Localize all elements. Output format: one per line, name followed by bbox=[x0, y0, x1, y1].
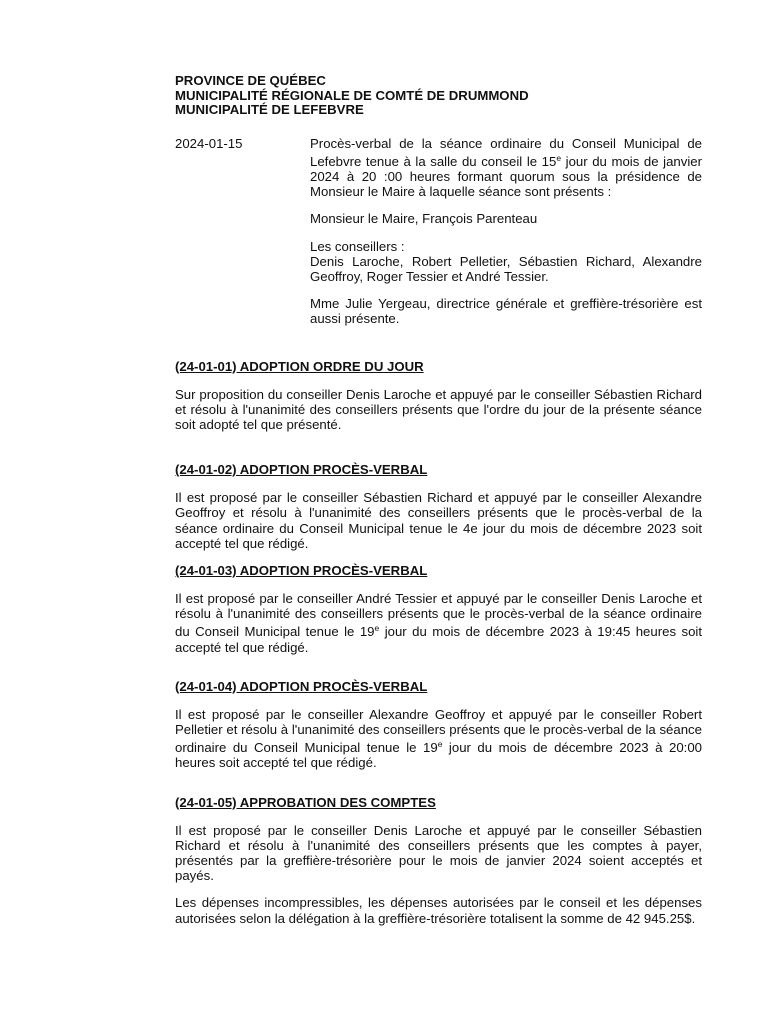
section-paragraph bbox=[175, 707, 702, 771]
mayor-line: Monsieur le Maire, François Parenteau bbox=[310, 211, 538, 227]
section-title: (24-01-04) ADOPTION PROCÈS-VERBAL bbox=[175, 678, 428, 694]
section-24-01-05 bbox=[175, 795, 702, 926]
section-title: (24-01-02) ADOPTION PROCÈS-VERBAL bbox=[175, 462, 428, 478]
intro-text-part-a: Procès-verbal de la séance ordinaire du Conseil Municipal de Lefebvre tenue à la salle du conseil le 15 bbox=[310, 135, 702, 169]
intro-paragraph bbox=[310, 136, 702, 200]
section-superscript: e bbox=[374, 623, 380, 634]
section-paragraph: Sur proposition du conseiller Denis Laroche et appuyé par le conseiller Sébastien Richard et résolu à l'unanimité des conseillers présents que l'ordre du jour de la présente séance soit adopté tel que présenté. bbox=[175, 386, 702, 432]
section-superscript: e bbox=[437, 739, 443, 750]
section-24-01-04 bbox=[175, 679, 702, 771]
section-title: (24-01-03) ADOPTION PROCÈS-VERBAL bbox=[175, 562, 428, 578]
section-24-01-01 bbox=[175, 359, 702, 433]
intro-block bbox=[175, 136, 702, 339]
section-text-part-b: jour du mois de décembre 2023 à 20:00 heures soit accepté tel que rédigé. bbox=[175, 740, 703, 771]
intro-superscript: e bbox=[556, 152, 562, 163]
councillors-paragraph bbox=[310, 239, 702, 285]
intro-text-part-b: jour du mois de janvier 2024 à 20 :00 heures formant quorum sous la présidence de Monsieur le Maire à laquelle séance sont présents : bbox=[310, 153, 702, 200]
section-title: (24-01-01) ADOPTION ORDRE DU JOUR bbox=[175, 358, 424, 374]
section-paragraph: Il est proposé par le conseiller Denis Laroche et appuyé par le conseiller Sébastien Richard et résolu à l'unanimité des conseillers présents que les comptes à payer, présentés par la greffière-trésorière pour le mois de janvier 2024 soient acceptés et payés. bbox=[175, 822, 702, 884]
section-paragraph: Il est proposé par le conseiller Sébastien Richard et appuyé par le conseiller Alexandre Geoffroy et résolu à l'unanimité des conseillers présents que le procès-verbal de la séance ordinaire du Conseil Municipal tenue le 4e jour du mois de décembre 2023 soit accepté tel que rédigé. bbox=[175, 490, 702, 551]
councillors-list: Denis Laroche, Robert Pelletier, Sébastien Richard, Alexandre Geoffroy, Roger Tessier et André Tessier. bbox=[310, 253, 702, 284]
director-line: Mme Julie Yergeau, directrice générale et greffière-trésorière est aussi présente. bbox=[310, 296, 702, 327]
document-header bbox=[175, 74, 702, 118]
section-text-part-b: jour du mois de décembre 2023 à 19:45 heures soit accepté tel que rédigé. bbox=[175, 624, 703, 655]
section-text-part-a: Il est proposé par le conseiller Alexandre Geoffroy et appuyé par le conseiller Robert Pelletier et résolu à l'unanimité des conseillers présents que le procès-verbal de la séance ordinaire du Conseil Municipal tenue le 19 bbox=[175, 706, 702, 756]
header-municipality: MUNICIPALITÉ DE LEFEBVRE bbox=[175, 102, 364, 117]
section-24-01-03 bbox=[175, 563, 702, 655]
section-text-part-a: Il est proposé par le conseiller André Tessier et appuyé par le conseiller Denis Laroche et résolu à l'unanimité des conseillers présents que le procès-verbal de la séance ordinaire du Conseil Municipal tenue le 19 bbox=[175, 590, 702, 640]
intro-text bbox=[310, 136, 702, 339]
header-province: PROVINCE DE QUÉBEC bbox=[175, 73, 326, 88]
councillors-label: Les conseillers : bbox=[310, 238, 405, 254]
section-title: (24-01-05) APPROBATION DES COMPTES bbox=[175, 794, 436, 810]
section-paragraph-2: Les dépenses incompressibles, les dépenses autorisées par le conseil et les dépenses autorisées selon la délégation à la greffière-trésorière totalisent la somme de 42 945.25$. bbox=[175, 895, 702, 926]
section-paragraph bbox=[175, 591, 702, 655]
meeting-date: 2024-01-15 bbox=[175, 135, 243, 151]
header-mrc: MUNICIPALITÉ RÉGIONALE DE COMTÉ DE DRUMMOND bbox=[175, 87, 529, 103]
section-24-01-02 bbox=[175, 462, 702, 551]
